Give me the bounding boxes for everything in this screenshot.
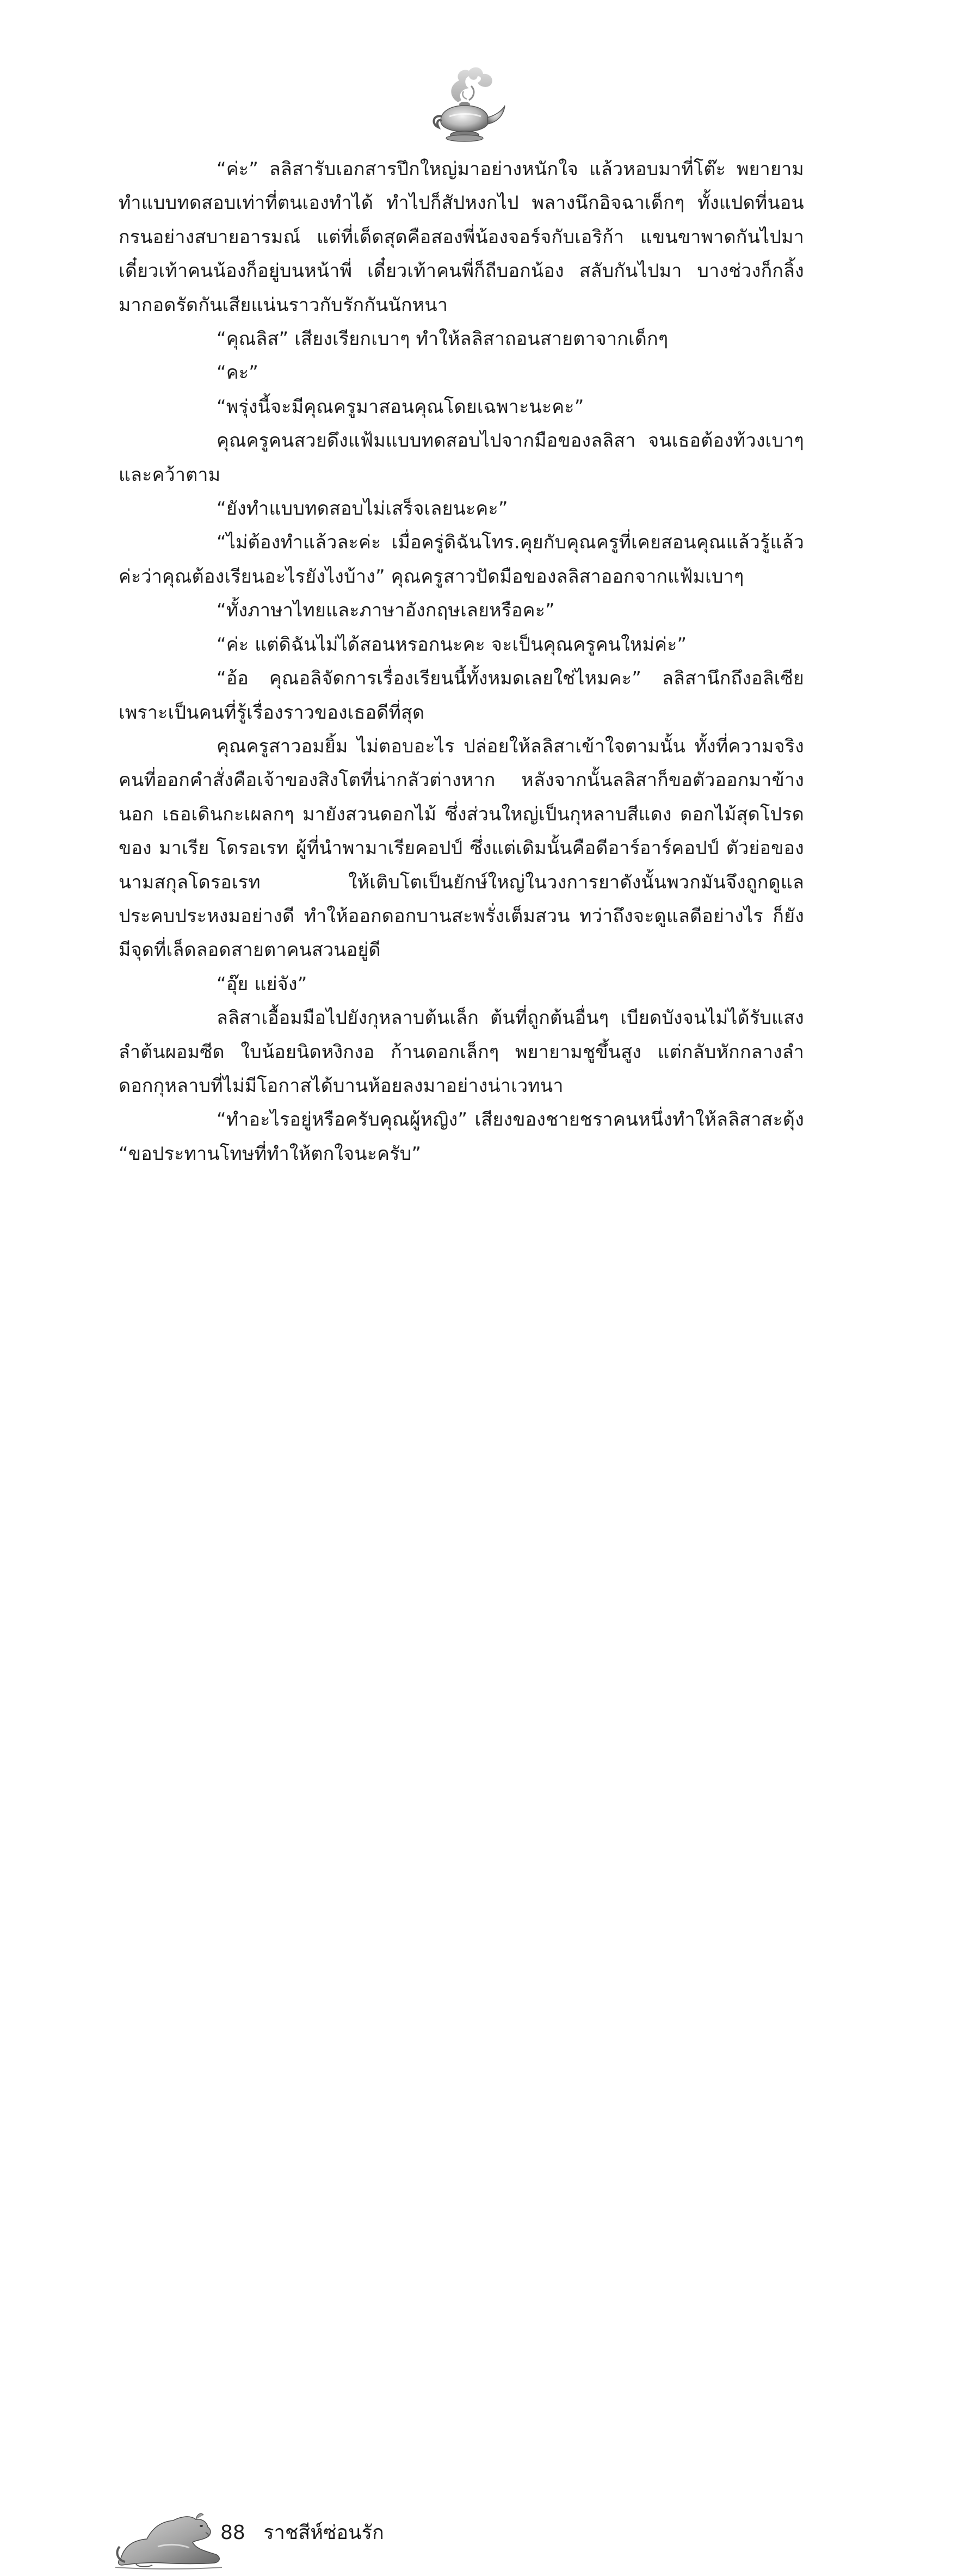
footer-label (220, 2517, 384, 2548)
paragraph: “อ้อ คุณอลิจัดการเรื่องเรียนนี้ทั้งหมดเลยใช่ไหมคะ” ลลิสานึกถึงอลิเซียเพราะเป็นคนที่รู้เรื่องราวของเธอดีที่สุด (119, 668, 804, 724)
magic-lamp-icon (425, 64, 507, 145)
paragraph: “ยังทำแบบทดสอบไม่เสร็จเลยนะคะ” (217, 498, 508, 520)
paragraph: ลลิสาเอื้อมมือไปยังกุหลาบต้นเล็ก ต้นที่ถูกต้นอื่นๆ เบียดบังจนไม่ได้รับแสง ลำต้นผอมซีด ใบน้อยนิดหงิกงอ ก้านดอกเล็กๆ พยายามชูขึ้นสูง แต่กลับหักกลางลำ ดอกกุหลาบที่ไม่มีโอกาสได้บานห้อยลงมาอย่างน่าเวทนา (119, 1007, 804, 1097)
paragraph: “ค่ะ” ลลิสารับเอกสารปึกใหญ่มาอย่างหนักใจ แล้วหอบมาที่โต๊ะ พยายามทำแบบทดสอบเท่าที่ตนเองทำได้ ทำไปก็สัปหงกไป พลางนึกอิจฉาเด็กๆ ทั้งแปดที่นอนกรนอย่างสบายอารมณ์ แต่ที่เด็ดสุดคือสองพี่น้องจอร์จกับเอริก้า แขนขาพาดกันไปมา เดี๋ยวเท้าคนน้องก็อยู่บนหน้าพี่ เดี๋ยวเท้าคนพี่ก็ถีบอกน้อง สลับกันไปมา บางช่วงก็กลิ้งมากอดรัดกันเสียแน่นราวกับรักกันนักหนา (119, 158, 804, 316)
book-title: ราชสีห์ซ่อนรัก (263, 2522, 384, 2544)
paragraph: คุณครูสาวอมยิ้ม ไม่ตอบอะไร ปล่อยให้ลลิสาเข้าใจตามนั้น ทั้งที่ความจริงคนที่ออกคำสั่งคือเจ้าของสิงโตที่น่ากลัวต่างหาก หลังจากนั้นลลิสาก็ขอตัวออกมาข้างนอก เธอเดินกะเผลกๆ มายังสวนดอกไม้ ซึ่งส่วนใหญ่เป็นกุหลาบสีแดง ดอกไม้สุดโปรดของ มาเรีย โดรอเรท ผู้ที่นำพามาเรียคอปป์ ซึ่งแต่เดิมนั้นคือดีอาร์อาร์คอปป์ ตัวย่อของนามสกุลโดรอเรท ให้เติบโตเป็นยักษ์ใหญ่ในวงการยาดังนั้นพวกมันจึงถูกดูแลประคบประหงมอย่างดี ทำให้ออกดอกบานสะพรั่งเต็มสวน ทว่าถึงจะดูแลดีอย่างไร ก็ยังมีจุดที่เล็ดลอดสายตาคนสวนอยู่ดี (119, 735, 804, 961)
paragraph: “ทำอะไรอยู่หรือครับคุณผู้หญิง” เสียงของชายชราคนหนึ่งทำให้ลลิสาสะดุ้ง “ขอประทานโทษที่ทำให้ตกใจนะครับ” (119, 1109, 804, 1165)
paragraph: “คะ” (217, 362, 259, 384)
body-text (119, 152, 804, 1171)
paragraph: “พรุ่งนี้จะมีคุณครูมาสอนคุณโดยเฉพาะนะคะ” (217, 396, 584, 418)
paragraph: “ค่ะ แต่ดิฉันไม่ได้สอนหรอกนะคะ จะเป็นคุณครูคนใหม่ค่ะ” (217, 633, 687, 656)
page-footer (0, 1246, 970, 2544)
paragraph: “ไม่ต้องทำแล้วละค่ะ เมื่อครู่ดิฉันโทร.คุยกับคุณครูที่เคยสอนคุณแล้วรู้แล้วค่ะว่าคุณต้องเรียนอะไรยังไงบ้าง” คุณครูสาวปัดมือของลลิสาออกจากแฟ้มเบาๆ (119, 532, 804, 588)
lioness-icon (114, 2494, 223, 2576)
paragraph: คุณครูคนสวยดึงแฟ้มแบบทดสอบไปจากมือของลลิสา จนเธอต้องท้วงเบาๆ และคว้าตาม (119, 430, 804, 486)
page-number: 88 (220, 2522, 245, 2544)
paragraph: “อุ๊ย แย่จัง” (217, 973, 307, 995)
paragraph: “ทั้งภาษาไทยและภาษาอังกฤษเลยหรือคะ” (217, 600, 555, 622)
paragraph: “คุณลิส” เสียงเรียกเบาๆ ทำให้ลลิสาถอนสายตาจากเด็กๆ (217, 328, 669, 350)
